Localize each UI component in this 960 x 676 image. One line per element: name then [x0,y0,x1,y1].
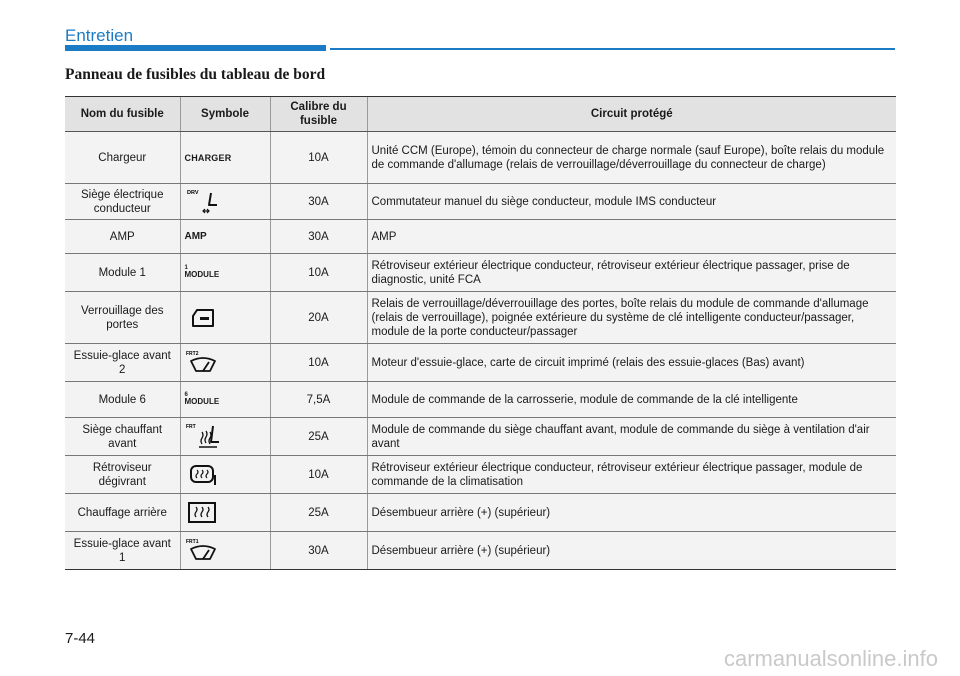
fuse-circuit: Relais de verrouillage/déverrouillage des portes, boîte relais du module de commande d'allumage (relais de verrouillage), poignée extérieure du système de clé intelligente conducteur/passager, module de la porte conducteur/passager [367,292,896,344]
fuse-symbol [180,494,270,532]
fuse-circuit: Unité CCM (Europe), témoin du connecteur de charge normale (sauf Europe), boîte relais du module de commande d'allumage (relais de verrouillage/déverrouillage du connecteur de charge) [367,132,896,184]
fuse-name: Rétroviseur dégivrant [65,456,180,494]
amp-text-icon: AMP [184,231,207,242]
fuse-symbol [180,456,270,494]
table-row [65,494,896,532]
module-number: 1 [184,264,188,271]
table-row [65,132,896,184]
mirror-defroster-icon [185,461,225,489]
fuse-name: Verrouillage des portes [65,292,180,344]
svg-text:DRV: DRV [186,189,199,196]
fuse-name: Siège chauffant avant [65,418,180,456]
fuse-rating: 30A [270,532,367,570]
fuse-symbol [180,220,270,254]
fuse-circuit: Module de commande de la carrosserie, module de commande de la clé intelligente [367,382,896,418]
fuse-symbol [180,132,270,184]
fuse-symbol [180,382,270,418]
fuse-symbol [180,344,270,382]
table-row [65,418,896,456]
power-seat-icon [185,187,225,217]
page-number: 7-44 [65,630,96,647]
rear-defroster-icon [185,499,225,527]
fuse-name: Chauffage arrière [65,494,180,532]
table-row [65,292,896,344]
table-row [65,184,896,220]
charger-text-icon: CHARGER [184,152,232,163]
header-rule-thick [65,45,326,51]
fuse-rating: 10A [270,254,367,292]
fuse-rating: 25A [270,494,367,532]
fuse-name: Essuie-glace avant 1 [65,532,180,570]
column-header-symbol: Symbole [180,97,270,132]
fuse-circuit: Moteur d'essuie-glace, carte de circuit imprimé (relais des essuie-glaces (Bas) avant) [367,344,896,382]
table-row [65,254,896,292]
fuse-symbol [180,292,270,344]
page-heading: Panneau de fusibles du tableau de bord [65,66,326,83]
column-header-rating: Calibre du fusible [270,97,367,132]
fuse-table [65,96,896,570]
fuse-name: Siège électrique conducteur [65,184,180,220]
fuse-rating: 7,5A [270,382,367,418]
fuse-symbol [180,418,270,456]
fuse-name: Module 6 [65,382,180,418]
column-header-fuse-name: Nom du fusible [65,97,180,132]
fuse-rating: 25A [270,418,367,456]
fuse-symbol [180,254,270,292]
fuse-rating: 20A [270,292,367,344]
fuse-circuit: Commutateur manuel du siège conducteur, module IMS conducteur [367,184,896,220]
fuse-circuit: Désembueur arrière (+) (supérieur) [367,532,896,570]
fuse-rating: 30A [270,184,367,220]
watermark: carmanualsonline.info [723,646,938,671]
fuse-circuit: AMP [367,220,896,254]
module-text: MODULE [184,396,220,406]
svg-text:FRT1: FRT1 [185,538,198,545]
door-lock-icon [185,304,225,332]
table-row [65,532,896,570]
fuse-circuit: Module de commande du siège chauffant avant, module de commande du siège à ventilation d'air avant [367,418,896,456]
fuse-name: Essuie-glace avant 2 [65,344,180,382]
section-title: Entretien [65,26,134,45]
fuse-rating: 30A [270,220,367,254]
fuse-symbol [180,532,270,570]
fuse-circuit: Rétroviseur extérieur électrique conducteur, rétroviseur extérieur électrique passager, module de commande de la climatisation [367,456,896,494]
table-row [65,382,896,418]
fuse-circuit: Désembueur arrière (+) (supérieur) [367,494,896,532]
module-6-icon [185,392,220,406]
fuse-rating: 10A [270,456,367,494]
front-wiper-icon [185,349,225,377]
table-row [65,344,896,382]
header-rule-thin [330,48,895,50]
table-row [65,456,896,494]
module-1-icon [185,265,220,279]
heated-seat-icon [185,422,225,452]
module-text: MODULE [184,269,220,279]
fuse-name: AMP [65,220,180,254]
fuse-rating: 10A [270,344,367,382]
svg-text:FRT2: FRT2 [185,350,198,357]
fuse-rating: 10A [270,132,367,184]
svg-text:FRT: FRT [185,423,196,430]
fuse-name: Module 1 [65,254,180,292]
fuse-circuit: Rétroviseur extérieur électrique conducteur, rétroviseur extérieur électrique passager, prise de diagnostic, unité FCA [367,254,896,292]
table-row [65,220,896,254]
fuse-name: Chargeur [65,132,180,184]
column-header-circuit: Circuit protégé [367,97,896,132]
module-number: 6 [184,391,188,398]
front-wiper-icon [185,537,225,565]
fuse-symbol [180,184,270,220]
table-header-row [65,97,896,132]
